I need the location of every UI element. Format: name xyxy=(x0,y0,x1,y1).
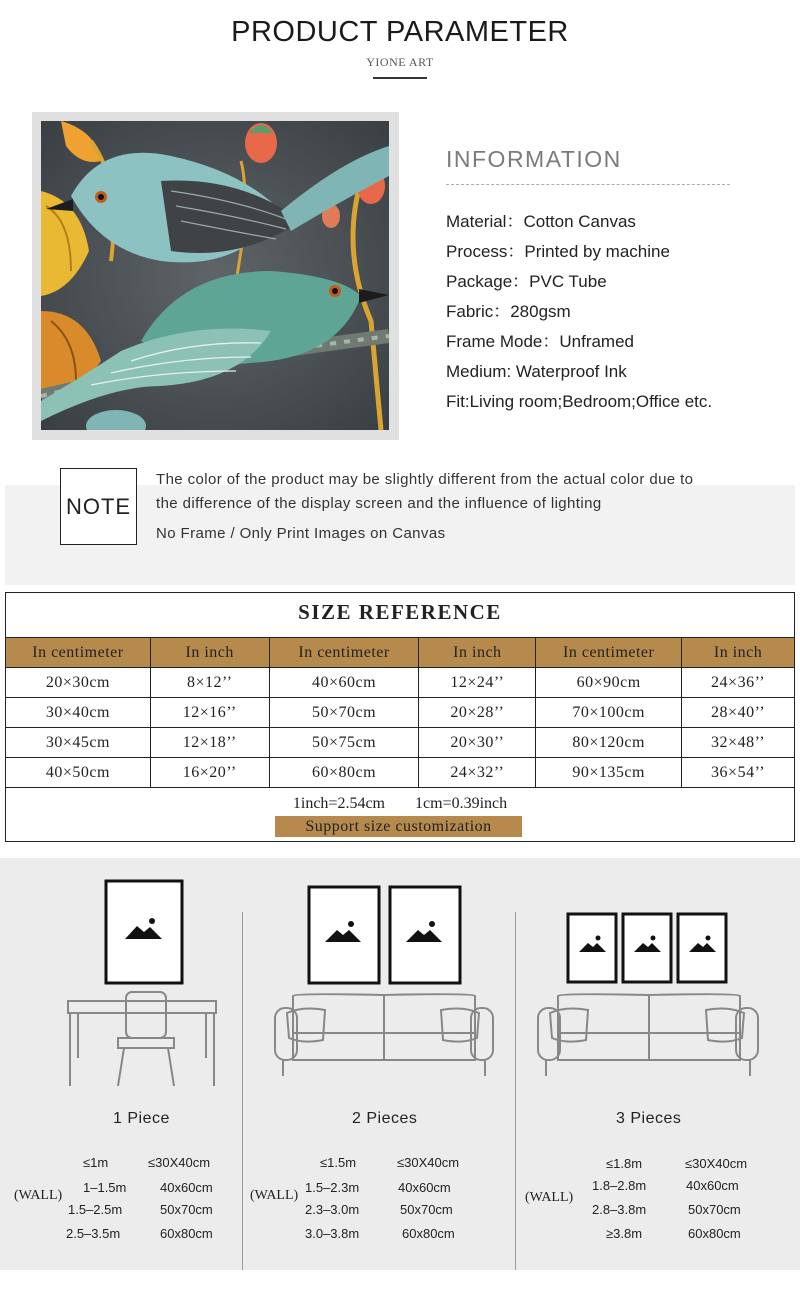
table-cell: 12×16’’ xyxy=(150,698,269,728)
table-cell: 16×20’’ xyxy=(150,758,269,788)
scene-2-width-2: 1.5–2.3m xyxy=(305,1180,360,1195)
table-cell: 24×36’’ xyxy=(682,668,795,698)
scene-2-size-2: 40x60cm xyxy=(398,1180,451,1195)
table-cell: 12×24’’ xyxy=(419,668,536,698)
table-cell: 70×100cm xyxy=(536,698,682,728)
table-cell: 40×60cm xyxy=(269,668,419,698)
info-medium: Medium: Waterproof Ink xyxy=(446,362,627,381)
information-divider xyxy=(446,184,730,185)
info-fit: Fit:Living room;Bedroom;Office etc. xyxy=(446,392,713,411)
table-cell: 60×90cm xyxy=(536,668,682,698)
table-cell: 80×120cm xyxy=(536,728,682,758)
header-inch-3: In inch xyxy=(682,638,795,668)
information-heading: INFORMATION xyxy=(446,146,622,172)
table-cell: 32×48’’ xyxy=(682,728,795,758)
scene-3-size-1: ≤30X40cm xyxy=(685,1156,748,1171)
scene-2-width-1: ≤1.5m xyxy=(320,1155,357,1170)
scene-3-wall-label: (WALL) xyxy=(525,1190,574,1205)
scene-2-width-3: 2.3–3.0m xyxy=(305,1202,360,1217)
header-cm-1: In centimeter xyxy=(6,638,151,668)
note-line-1: The color of the product may be slightly different from the actual color due to xyxy=(156,471,694,488)
header-cm-2: In centimeter xyxy=(269,638,419,668)
scene-3-width-2: 1.8–2.8m xyxy=(592,1178,647,1193)
scene-1-size-4: 60x80cm xyxy=(160,1226,213,1241)
title-underline xyxy=(373,77,427,79)
info-process: Process：Printed by machine xyxy=(446,242,670,261)
note-label: NOTE xyxy=(60,468,137,545)
bird-painting-image xyxy=(41,121,389,430)
table-row xyxy=(6,668,795,698)
scene-2-size-1: ≤30X40cm xyxy=(397,1155,460,1170)
table-cell: 20×30cm xyxy=(6,668,151,698)
conversion-cm: 1cm=0.39inch xyxy=(415,795,508,812)
info-fabric: Fabric：280gsm xyxy=(446,302,571,321)
table-cell: 36×54’’ xyxy=(682,758,795,788)
table-cell: 90×135cm xyxy=(536,758,682,788)
scene-3-size-3: 50x70cm xyxy=(688,1202,741,1217)
scene-3-width-1: ≤1.8m xyxy=(606,1156,643,1171)
scene-1-wall-label: (WALL) xyxy=(14,1188,63,1203)
header-cm-3: In centimeter xyxy=(536,638,682,668)
scene-1-size-3: 50x70cm xyxy=(160,1202,213,1217)
size-table-header xyxy=(6,638,795,668)
brand-name: YIONE ART xyxy=(366,55,434,69)
info-package: Package：PVC Tube xyxy=(446,272,607,291)
table-cell: 28×40’’ xyxy=(682,698,795,728)
note-line-3: No Frame / Only Print Images on Canvas xyxy=(156,525,446,542)
scene-1-width-1: ≤1m xyxy=(83,1155,109,1170)
table-row xyxy=(6,698,795,728)
scene-2-size-4: 60x80cm xyxy=(402,1226,455,1241)
table-cell: 30×45cm xyxy=(6,728,151,758)
table-cell: 20×30’’ xyxy=(419,728,536,758)
table-cell: 40×50cm xyxy=(6,758,151,788)
info-material: Material：Cotton Canvas xyxy=(446,212,636,231)
note-line-2: the difference of the display screen and the influence of lighting xyxy=(156,495,602,512)
table-cell: 24×32’’ xyxy=(419,758,536,788)
scene-1-width-4: 2.5–3.5m xyxy=(66,1226,121,1241)
table-cell: 30×40cm xyxy=(6,698,151,728)
table-cell: 12×18’’ xyxy=(150,728,269,758)
information-list xyxy=(446,207,712,417)
scene-1-width-3: 1.5–2.5m xyxy=(68,1202,123,1217)
customization-banner: Support size customization xyxy=(275,816,522,837)
scene-3-label: 3 Pieces xyxy=(616,1110,682,1127)
scene-2-width-4: 3.0–3.8m xyxy=(305,1226,360,1241)
table-cell: 60×80cm xyxy=(269,758,419,788)
scene-1-label: 1 Piece xyxy=(113,1110,170,1127)
size-reference-title: SIZE REFERENCE xyxy=(298,600,502,624)
scene-3-width-4: ≥3.8m xyxy=(606,1226,643,1241)
scene-1-size-2: 40x60cm xyxy=(160,1180,213,1195)
scene-2-wall-label: (WALL) xyxy=(250,1188,299,1203)
table-cell: 50×70cm xyxy=(269,698,419,728)
info-frame-mode: Frame Mode：Unframed xyxy=(446,332,635,351)
sofa-three-frames-icon xyxy=(516,858,800,1098)
header-inch-2: In inch xyxy=(419,638,536,668)
unit-conversion xyxy=(0,795,800,813)
scene-3-size-4: 60x80cm xyxy=(688,1226,741,1241)
table-cell: 8×12’’ xyxy=(150,668,269,698)
table-cell: 20×28’’ xyxy=(419,698,536,728)
desk-scene-icon xyxy=(0,858,242,1098)
scene-2-label: 2 Pieces xyxy=(352,1110,418,1127)
sofa-two-frames-icon xyxy=(243,858,515,1098)
scene-1-size-1: ≤30X40cm xyxy=(148,1155,211,1170)
table-cell: 50×75cm xyxy=(269,728,419,758)
scene-3-width-3: 2.8–3.8m xyxy=(592,1202,647,1217)
table-row xyxy=(6,758,795,788)
scene-3-size-2: 40x60cm xyxy=(686,1178,739,1193)
page-title: PRODUCT PARAMETER xyxy=(231,16,569,48)
scene-2-size-3: 50x70cm xyxy=(400,1202,453,1217)
scene-1-width-2: 1–1.5m xyxy=(83,1180,127,1195)
header-inch-1: In inch xyxy=(150,638,269,668)
size-table xyxy=(5,637,795,788)
conversion-inch: 1inch=2.54cm xyxy=(292,795,385,812)
table-row xyxy=(6,728,795,758)
